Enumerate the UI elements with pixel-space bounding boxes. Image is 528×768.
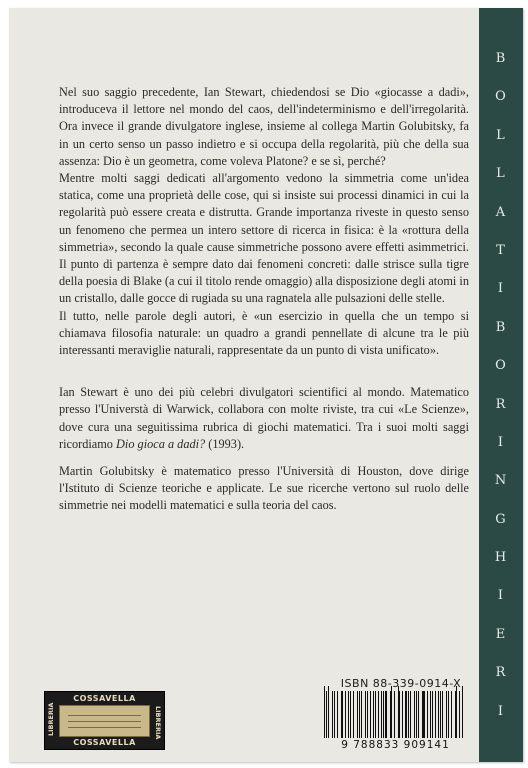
spine-letter: O [495,89,507,105]
book-back-cover [9,8,523,762]
barcode-bar [361,691,362,738]
spine-letter: I [497,588,505,604]
barcode-bar [381,691,382,738]
blurb-text [59,84,469,515]
barcode-bar [446,691,447,738]
sticker-top-text: COSSAVELLA [73,694,136,703]
barcode-bar [438,691,439,738]
sticker-label-area [59,705,150,737]
barcode-bar [448,691,449,738]
barcode-bar [365,691,366,738]
stewart-book-title: Dio gioca a dadi? [116,436,206,451]
publisher-spine-band [479,8,523,762]
barcode-bar [410,691,411,738]
sticker-bottom-text: COSSAVELLA [73,738,136,747]
isbn-label: ISBN 88-339-0914-X [340,677,462,690]
author-bio-golubitsky: Martin Golubitsky è matematico presso l'Università di Houston, dove dirige l'Istituto di Scienze teoriche e applicate. Le sue ricerche vertono sul ruolo delle simmetrie nei modelli matematici e sulla teoria del caos. [59,464,469,513]
barcode-bar [432,691,433,738]
barcode-bar [337,691,338,738]
spine-letter: L [496,166,506,182]
barcode-bar [332,691,333,738]
spine-letter: R [495,665,507,681]
barcode-bar [350,691,351,738]
spine-letter: N [494,473,508,489]
barcode-bar [373,691,374,738]
sticker-left-text: LIBRERIA [47,702,55,736]
barcode-bar [456,686,457,738]
spine-letter: A [495,204,507,220]
barcode-bar [353,691,354,738]
spine-letter: I [497,434,505,450]
bookshop-sticker [44,691,165,750]
spine-letter: L [496,127,506,143]
barcode-bar [394,691,395,738]
barcode [324,691,464,738]
spine-letter: B [495,51,507,66]
author-bio-stewart [59,384,469,453]
spine-letter: I [497,281,505,297]
barcode-bar [405,691,406,738]
stewart-bio-year: (1993). [205,436,245,451]
barcode-bar [398,686,399,738]
spine-letter: T [496,242,506,258]
spine-letter: R [495,396,507,412]
barcode-bar [423,691,424,738]
spine-letter: H [494,550,508,566]
barcode-bar [418,691,419,738]
barcode-number: 9 788833 909141 [341,739,450,751]
sticker-right-text: LIBRERIA [154,706,162,740]
spine-letter: G [495,511,507,527]
spine-letter: O [495,358,507,374]
spine-letter: B [495,319,507,335]
barcode-bar [341,691,342,738]
publisher-name-vertical [479,40,523,731]
blurb-paragraph-2: Mentre molti saggi dedicati all'argomento vedono la simmetria come un'idea statica, come una proprietà delle cose, qui si insiste sui processi dinamici in cui la regolarità può essere creata e distrutta. Grande importanza riveste in questo senso un fenomeno che permea un intero settore di ricerca in fisica: è la «rottura della simmetria», secondo la quale cause simmetriche possono avere effetti asimmetrici. Il punto di partenza è sempre dato dai fenomeni concreti: dalle strisce sulla tigre della poesia di Blake (a cui il titolo rende omaggio) alla disposizione degli atomi in un cristallo, dalle gocce di rugiada su una ragnatela alle pulsazioni delle stelle. [59,171,469,306]
spine-letter: I [497,703,505,719]
blurb-paragraph-1: Nel suo saggio precedente, Ian Stewart, chiedendosi se Dio «giocasse a dadi», introduceva il lettore nel mondo del caos, dell'indeterminismo e dell'irregolarità. Ora invece il grande divulgatore inglese, insieme al collega Martin Golubitsky, fa in un certo senso un passo indietro e si occupa della regolarità, più che della sua assenza: Dio è un geometra, come voleva Platone? e se sì, perché? [59,85,469,168]
barcode-bar [385,691,386,738]
stewart-bio-text: Ian Stewart è uno dei più celebri divulgatori scientifici al mondo. Matematico presso l'Universtà di Warwick, collabora con molte riviste, tra cui «Le Scienze», dove cura una seguitissima rubrica di giochi matematici. Tra i suoi molti saggi ricordiamo [59,385,469,451]
barcode-bar [324,686,325,738]
blurb-paragraph-3: Il tutto, nelle parole degli autori, è «un esercizio in quella che un tempo si chiamava filosofia naturale: un quadro a grandi pennellate di alcune tra le più interessanti meraviglie naturali, rappresentate da un punto di vista unificato». [59,308,469,358]
spine-letter: E [495,626,507,642]
